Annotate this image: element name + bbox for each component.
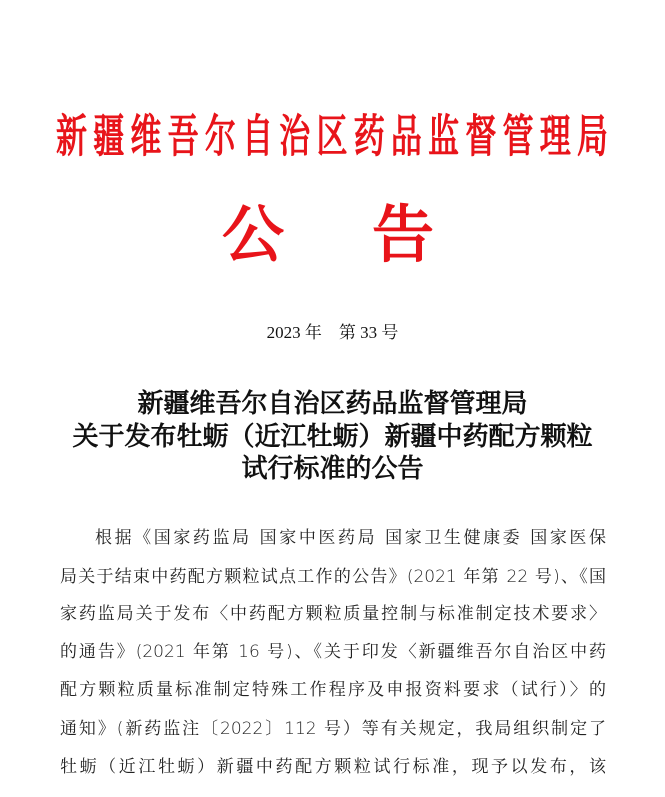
issuing-agency-header: 新疆维吾尔自治区药品监督管理局 [56,110,608,164]
notice-heading-char: 公 [222,198,285,271]
body-line: 通知》(新药监注〔2022〕112 号）等有关规定，我局组织制定了 [60,719,606,739]
body-line: 牡蛎（近江牡蛎）新疆中药配方颗粒试行标准，现予以发布，该 [60,757,606,777]
notice-heading-char: 告 [372,198,435,271]
body-line: 局关于结束中药配方颗粒试点工作的公告》(2021 年第 22 号)、《国 [60,567,606,587]
document-title-line: 新疆维吾尔自治区药品监督管理局 [137,389,528,419]
document-number: 2023 年 第 33 号 [266,323,399,342]
body-line: 的通告》(2021 年第 16 号)、《关于印发〈新疆维吾尔自治区中药 [60,642,606,662]
notice-heading [0,200,665,270]
body-line: 配方颗粒质量标准制定特殊工作程序及申报资料要求（试行）〉的 [60,680,606,700]
document-title-line: 试行标准的公告 [241,454,424,484]
document-title-line: 关于发布牡蛎（近江牡蛎）新疆中药配方颗粒 [72,422,593,452]
body-line: 根据《国家药监局 国家中医药局 国家卫生健康委 国家医保 [95,528,606,548]
body-line: 家药监局关于发布〈中药配方颗粒质量控制与标准制定技术要求〉 [60,604,606,624]
